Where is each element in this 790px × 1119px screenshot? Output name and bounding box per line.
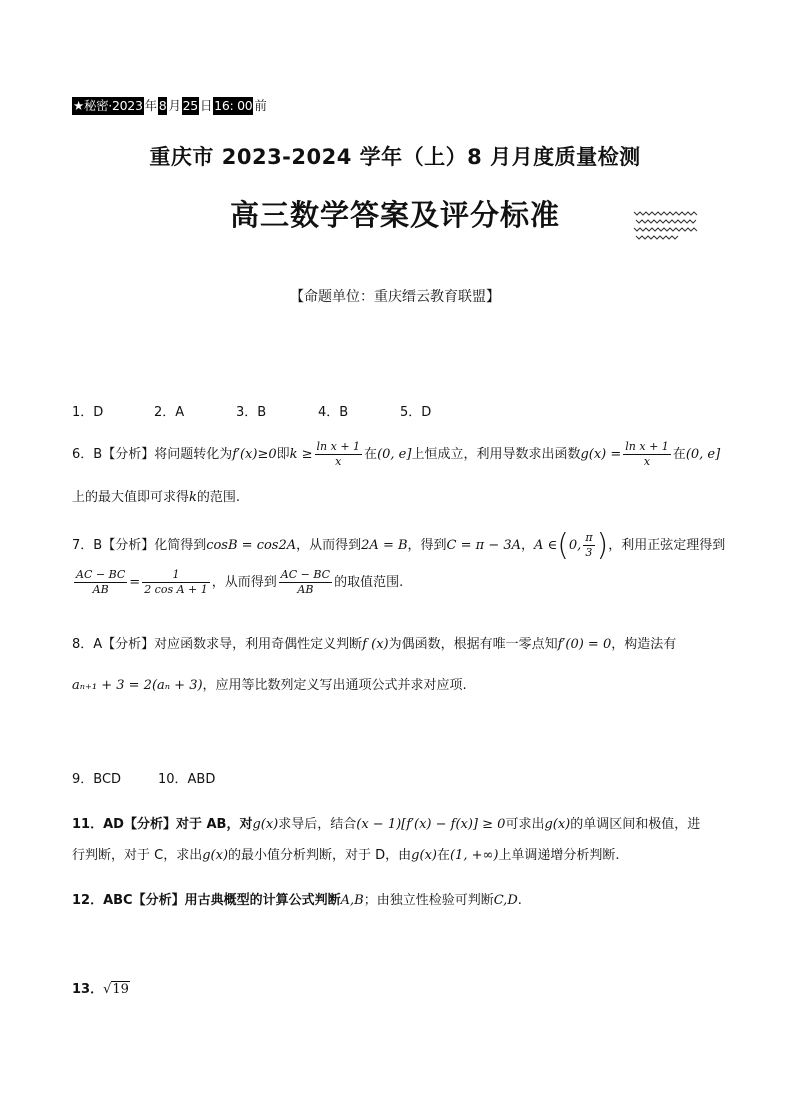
secret-year-char: 年 bbox=[144, 98, 157, 113]
exam-title: 重庆市 2023-2024 学年（上）8 月月度质量检测 bbox=[149, 145, 641, 169]
q8-t3: ，应用等比数列定义写出通项公式并求对应项. bbox=[202, 678, 467, 693]
answer-key-title: 高三数学答案及评分标准 bbox=[229, 198, 560, 232]
q7-lead: 7．B【分析】化简得到 bbox=[72, 538, 207, 553]
q8-recurrence: aₙ₊₁ + 3 = 2(aₙ + 3) bbox=[72, 678, 203, 693]
answer-9: 9．BCD bbox=[72, 772, 122, 787]
answer-6-line2 bbox=[72, 486, 240, 505]
q7-paren-close: ) bbox=[596, 528, 609, 563]
q6-frac2-den: x bbox=[643, 455, 651, 468]
q7-sep: ， bbox=[521, 538, 535, 553]
answer-8-line1 bbox=[72, 633, 676, 652]
q7-paren-open: ( bbox=[557, 528, 569, 563]
q6-end: 的范围. bbox=[196, 490, 241, 505]
author-unit: 【命题单位：重庆缙云教育联盟】 bbox=[290, 289, 500, 305]
q6-on2: 在 bbox=[672, 447, 686, 462]
q6-frac1-den: x bbox=[335, 455, 342, 468]
q6-mid: 上恒成立，利用导数求出函数 bbox=[411, 447, 581, 462]
q7-pi-den: 3 bbox=[585, 546, 593, 559]
q11-l1b: 求导后，结合 bbox=[278, 817, 357, 832]
q12-lead: 12．ABC【分析】用古典概型的计算公式判断 bbox=[72, 893, 341, 908]
q7-f1-num: AC − BC bbox=[76, 568, 126, 581]
secret-month-char: 月 bbox=[168, 98, 181, 113]
q12-ab: A,B bbox=[340, 893, 364, 908]
answer-5: 5．D bbox=[400, 405, 432, 420]
q11-l1a: 11．AD【分析】对于 AB，对 bbox=[72, 817, 253, 832]
secret-day-char: 日 bbox=[199, 98, 213, 113]
q6-interval-2: (0, e] bbox=[685, 447, 721, 462]
q6-k: k bbox=[189, 490, 197, 505]
q7-f3-num: AC − BC bbox=[280, 568, 331, 581]
q6-frac1-num: ln x + 1 bbox=[316, 440, 361, 453]
q7-pi-num: π bbox=[585, 531, 593, 544]
answer-7-line1 bbox=[72, 528, 725, 563]
confidential-banner bbox=[72, 97, 268, 115]
q13-sqrt bbox=[103, 981, 130, 997]
answer-3: 3．B bbox=[236, 405, 267, 420]
q13-lead: 13． bbox=[72, 982, 104, 997]
answers-9-10 bbox=[72, 768, 215, 787]
q7-t1: ，从而得到 bbox=[296, 538, 362, 553]
q11-g4: g(x) bbox=[411, 848, 437, 863]
q13-radicand: 19 bbox=[112, 982, 129, 997]
secret-day: 25 bbox=[182, 98, 198, 113]
answer-2: 2．A bbox=[154, 405, 185, 420]
q12-end: . bbox=[517, 893, 522, 908]
q7-eq3: C = π − 3A bbox=[446, 538, 522, 553]
q6-line2: 上的最大值即可求得 bbox=[72, 490, 190, 505]
q7-pi-fraction bbox=[583, 531, 594, 560]
q7-t4: ，从而得到 bbox=[211, 575, 277, 590]
watermark-stamp bbox=[632, 208, 704, 242]
q11-l2c: 在 bbox=[436, 848, 450, 863]
q11-l2b: 的最小值分析判断，对于 D，由 bbox=[228, 848, 412, 863]
q6-fraction-2 bbox=[623, 440, 671, 469]
q6-frac2-num: ln x + 1 bbox=[625, 440, 669, 453]
q7-f2-num: 1 bbox=[142, 568, 210, 583]
q7-eq1: cosB = cos2A bbox=[206, 538, 297, 553]
q7-equals: = bbox=[129, 575, 141, 590]
q7-fraction-3 bbox=[279, 568, 332, 597]
q7-eq4: A ∈ bbox=[534, 538, 558, 553]
q11-g2: g(x) bbox=[544, 817, 571, 832]
q6-condition: f′(x)≥0 bbox=[232, 447, 277, 462]
q11-l1c: 可求出 bbox=[505, 817, 545, 832]
q6-fraction-1 bbox=[315, 440, 363, 469]
q7-fraction-1 bbox=[74, 568, 127, 597]
answer-10: 10．ABD bbox=[158, 772, 216, 787]
answer-4: 4．B bbox=[318, 405, 349, 420]
secret-time: 16: 00 bbox=[214, 98, 253, 113]
q7-fraction-2 bbox=[142, 568, 210, 597]
q11-l2d: 上单调递增分析判断. bbox=[498, 848, 620, 863]
secret-label: ★秘密·2023 bbox=[73, 98, 143, 113]
q6-on1: 在 bbox=[364, 447, 378, 462]
secret-month: 8 bbox=[158, 98, 167, 113]
q11-interval: (1, +∞) bbox=[449, 848, 499, 863]
q7-t5: 的取值范围. bbox=[334, 575, 404, 590]
answer-13 bbox=[72, 978, 130, 997]
q11-l2a: 行判断，对于 C，求出 bbox=[72, 848, 203, 863]
answer-11-line1 bbox=[72, 813, 700, 832]
q6-g-def: g(x) = bbox=[580, 447, 622, 462]
answer-1: 1．D bbox=[72, 405, 104, 420]
q7-eq2: 2A = B bbox=[361, 538, 408, 553]
q8-f: f (x) bbox=[362, 637, 389, 652]
q12-cd: C,D bbox=[493, 893, 518, 908]
q6-ji: 即 bbox=[276, 447, 290, 462]
q12-mid: ；由独立性检验可判断 bbox=[363, 893, 494, 908]
q6-interval-1: (0, e] bbox=[377, 447, 412, 462]
q7-t2: ，得到 bbox=[407, 538, 447, 553]
q7-zero: 0, bbox=[568, 538, 582, 553]
answer-7-line2 bbox=[72, 568, 403, 597]
secret-before-char: 前 bbox=[254, 98, 267, 113]
q13-root-sign: √ bbox=[103, 982, 112, 997]
q11-g3: g(x) bbox=[202, 848, 229, 863]
answer-11-line2 bbox=[72, 844, 620, 863]
q11-expr: (x − 1)[f′(x) − f(x)] ≥ 0 bbox=[356, 817, 506, 832]
answer-8-line2 bbox=[72, 674, 467, 693]
q8-t2: ，构造法有 bbox=[611, 637, 677, 652]
q6-k-ineq: k ≥ bbox=[289, 447, 313, 462]
q11-l1d: 的单调区间和极值，进 bbox=[570, 817, 701, 832]
q8-t1: 为偶函数，根据有唯一零点知 bbox=[388, 637, 558, 652]
q7-f2-den: 2 cos A + 1 bbox=[144, 583, 208, 596]
answer-6-line1 bbox=[72, 440, 720, 469]
answers-1-5 bbox=[72, 401, 482, 420]
q7-t3: ，利用正弦定理得到 bbox=[608, 538, 726, 553]
q8-f0: f′(0) = 0 bbox=[557, 637, 612, 652]
q7-f3-den: AB bbox=[297, 583, 314, 596]
q8-lead: 8．A【分析】对应函数求导，利用奇偶性定义判断 bbox=[72, 637, 363, 652]
q11-g1: g(x) bbox=[252, 817, 279, 832]
q7-f1-den: AB bbox=[92, 583, 109, 596]
q6-lead: 6．B【分析】将问题转化为 bbox=[72, 447, 233, 462]
answer-12 bbox=[72, 889, 522, 908]
